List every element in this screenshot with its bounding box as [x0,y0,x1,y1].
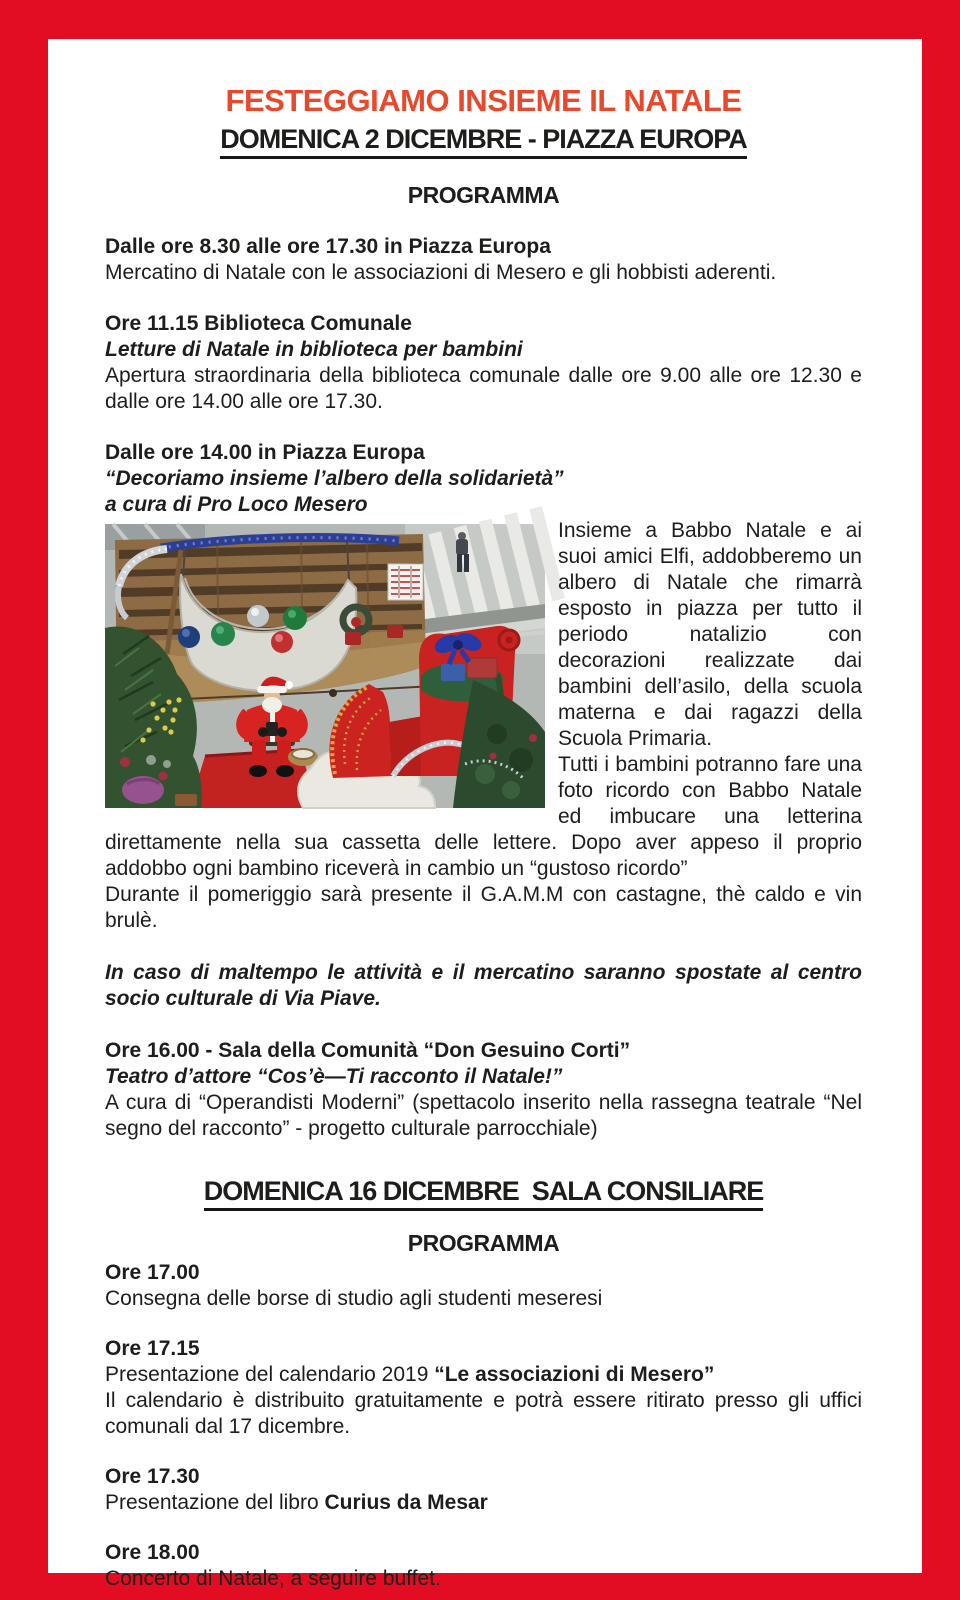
teatro-description: A cura di “Operandisti Moderni” (spettacolo inserito nella rassegna teatrale “Nel segno del racconto” - progetto culturale parrocchiale) [105,1091,862,1140]
event-photo-illustration [105,524,545,808]
item-text [105,1490,862,1516]
section-teatro [105,1038,862,1142]
program-item-1730 [105,1464,862,1516]
flyer-page [48,39,922,1590]
albero-paragraph-3: Durante il pomeriggio sarà presente il G.A.M.M con castagne, thè caldo e vin brulè. [105,883,862,932]
day2-title-text: DOMENICA 16 DICEMBRE SALA CONSILIARE [204,1176,764,1211]
biblioteca-event-title: Letture di Natale in biblioteca per bambini [105,338,523,361]
teatro-time-heading: Ore 16.00 - Sala della Comunità “Don Gesuino Corti” [105,1039,631,1062]
item-text: Concerto di Natale, a seguire buffet. [105,1567,441,1590]
section-biblioteca [105,311,862,415]
item-time: Ore 17.30 [105,1465,200,1488]
albero-text-flow [105,518,862,934]
page-title: FESTEGGIAMO INSIEME IL NATALE [225,83,742,118]
item-text-lead: Presentazione del libro [105,1491,325,1514]
mercatino-time-heading: Dalle ore 8.30 alle ore 17.30 in Piazza Europa [105,235,551,258]
albero-time-heading: Dalle ore 14.00 in Piazza Europa [105,441,425,464]
section-albero [105,440,862,934]
item-text-lead: Presentazione del calendario 2019 [105,1363,435,1386]
bad-weather-note: In caso di maltempo le attività e il mercatino saranno spostate al centro socio culturale di Via Piave. [105,961,862,1010]
biblioteca-time-heading: Ore 11.15 Biblioteca Comunale [105,312,412,335]
section-mercatino [105,234,862,286]
item-time: Ore 17.15 [105,1337,200,1360]
item-text [105,1362,862,1388]
albero-paragraph-1: Insieme a Babbo Natale e ai suoi amici Elfi, addobberemo un albero di Natale che rimarrà esposto in piazza per tutto il periodo natalizio con decorazioni realizzate dai bambini dell’asilo, della scuola materna e dai ragazzi della Scuola Primaria. [558,519,862,750]
day2-title [105,1176,862,1211]
albero-event-title: “Decoriamo insieme l’albero della solidarietà” [105,467,564,490]
page-subtitle-text: DOMENICA 2 DICEMBRE - PIAZZA EUROPA [220,124,747,159]
teatro-event-title: Teatro d’attore “Cos’è—Ti racconto il Natale!” [105,1065,563,1088]
biblioteca-description: Apertura straordinaria della biblioteca comunale dalle ore 9.00 alle ore 12.30 e dalle ore 14.00 alle ore 17.30. [105,364,862,413]
item-text-bold: “Le associazioni di Mesero” [434,1363,715,1386]
item-time: Ore 17.00 [105,1261,200,1284]
page-subtitle [105,124,862,159]
item-text-bold: Curius da Mesar [324,1491,488,1514]
item-text: Consegna delle borse di studio agli studenti meseresi [105,1287,603,1310]
programma-heading-day2: PROGRAMMA [407,1230,560,1256]
event-photo [105,524,545,808]
letters-board [388,564,423,600]
program-item-1800 [105,1540,862,1592]
program-item-1700 [105,1260,862,1312]
item-time: Ore 18.00 [105,1541,200,1564]
albero-paragraph-2: Tutti i bambini potranno fare una foto ricordo con Babbo Natale ed imbucare una letterina direttamente nella sua cassetta delle lettere. Dopo aver appeso il proprio addobbo ogni bambino riceverà in cambio un “gustoso ricordo” [105,753,862,880]
program-item-1715 [105,1336,862,1440]
programma-heading-day1: PROGRAMMA [407,182,560,208]
albero-organizer: a cura di Pro Loco Mesero [105,493,368,516]
mercatino-description: Mercatino di Natale con le associazioni di Mesero e gli hobbisti aderenti. [105,261,777,284]
item-text-2: Il calendario è distribuito gratuitamente e potrà essere ritirato presso gli uffici comunali dal 17 dicembre. [105,1389,862,1438]
